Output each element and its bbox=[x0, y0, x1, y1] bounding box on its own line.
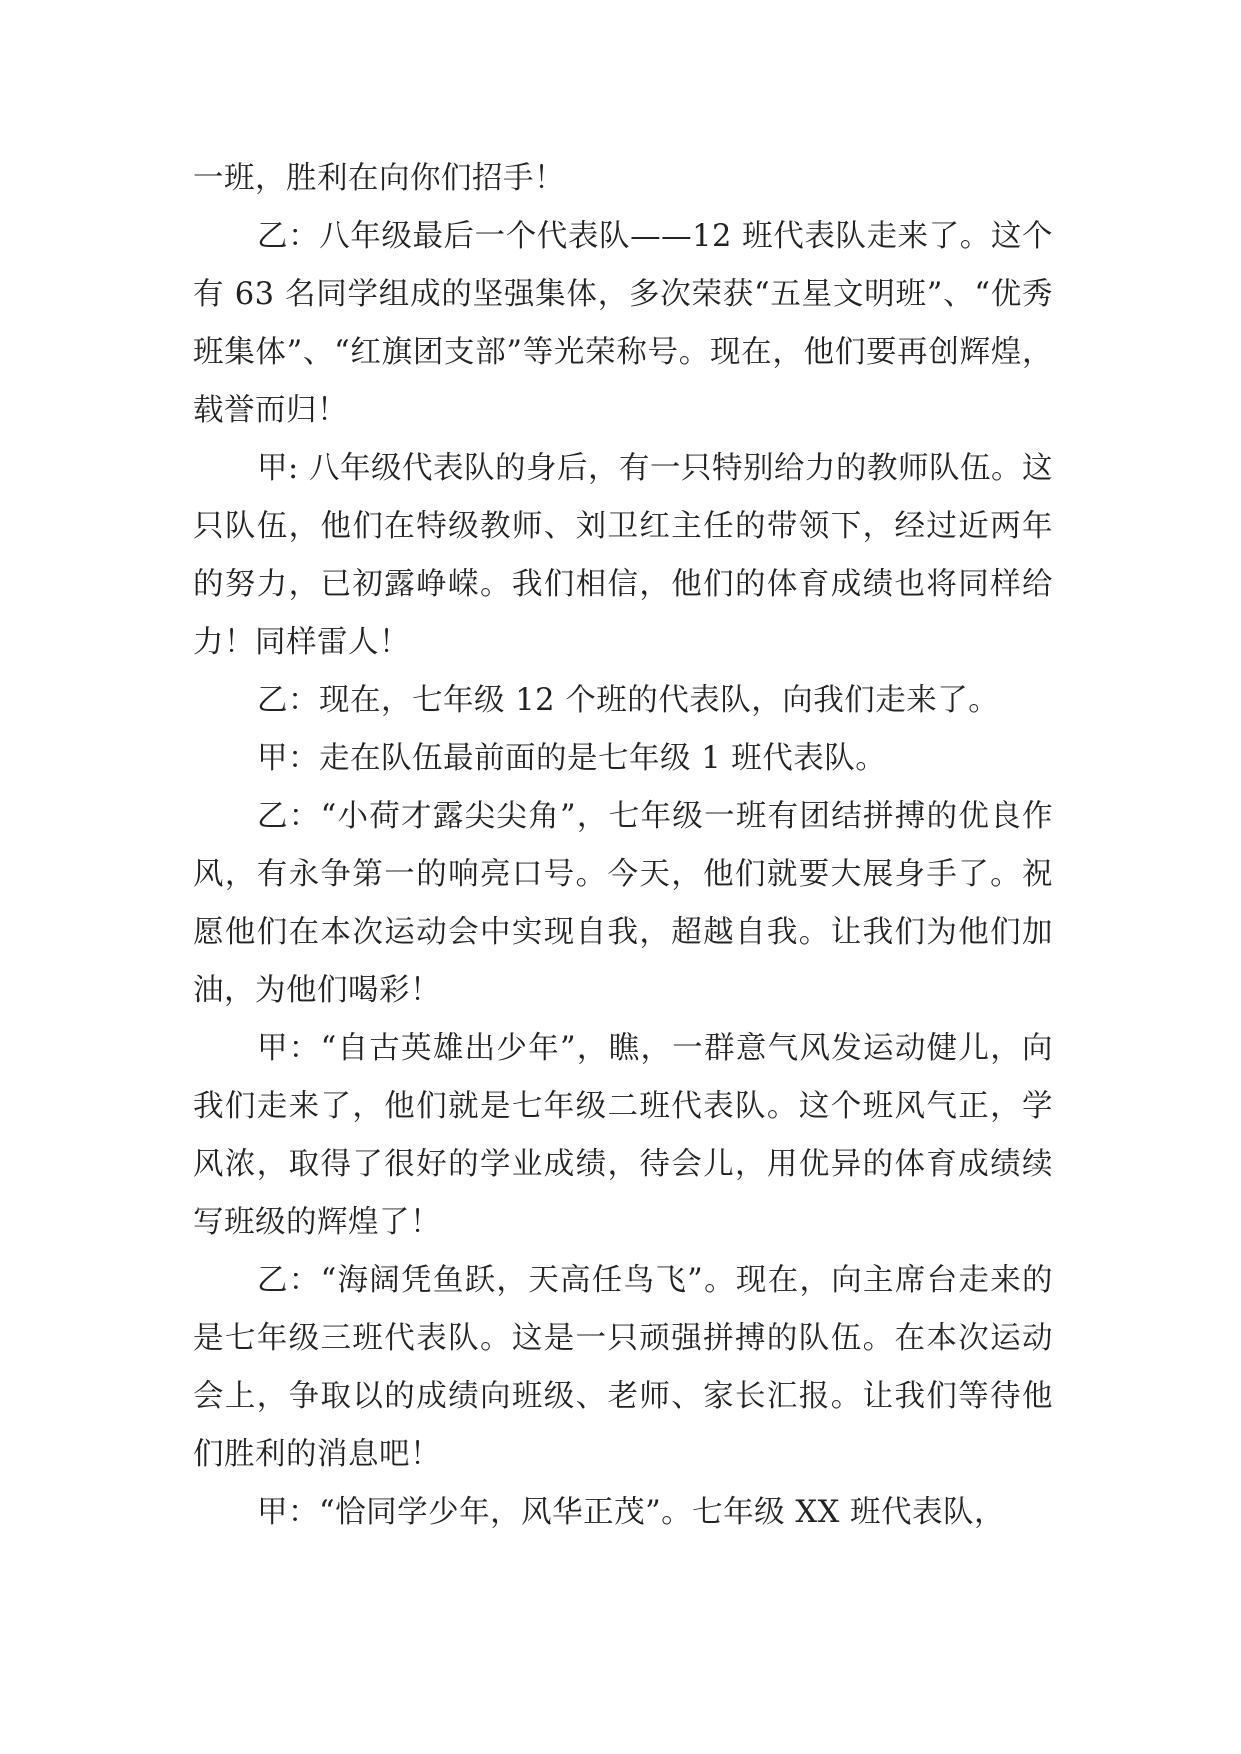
paragraph-6: 乙：“小荷才露尖尖角”，七年级一班有团结拼搏的优良作风，有永争第一的响亮口号。今天，他们就要大展身手了。祝愿他们在本次运动会中实现自我，超越自我。让我们为他们加油，为他们喝彩！ bbox=[193, 799, 1053, 1008]
paragraph-8: 乙：“海阔凭鱼跃，天高任鸟飞”。现在，向主席台走来的是七年级三班代表队。这是一只顽强拼搏的队伍。在本次运动会上，争取以的成绩向班级、老师、家长汇报。让我们等待他们胜利的消息吧！ bbox=[193, 1263, 1053, 1472]
paragraph-1: 一班，胜利在向你们招手！ bbox=[193, 161, 565, 196]
paragraph-3: 甲: 八年级代表队的身后，有一只特别给力的教师队伍。这只队伍，他们在特级教师、刘卫红主任的带领下，经过近两年的努力，已初露峥嵘。我们相信，他们的体育成绩也将同样给力！同样雷人！ bbox=[193, 451, 1053, 660]
paragraph-9: 甲：“恰同学少年，风华正茂”。七年级 XX 班代表队， bbox=[257, 1495, 1006, 1530]
document-body bbox=[193, 150, 1053, 1542]
paragraph-4: 乙：现在，七年级 12 个班的代表队，向我们走来了。 bbox=[257, 683, 1000, 718]
paragraph-5: 甲：走在队伍最前面的是七年级 1 班代表队。 bbox=[257, 741, 887, 776]
paragraph-7: 甲：“自古英雄出少年”，瞧，一群意气风发运动健儿，向我们走来了，他们就是七年级二班代表队。这个班风气正，学风浓，取得了很好的学业成绩，待会儿，用优异的体育成绩续写班级的辉煌了！ bbox=[193, 1031, 1053, 1240]
paragraph-2: 乙：八年级最后一个代表队——12 班代表队走来了。这个有 63 名同学组成的坚强集体，多次荣获“五星文明班”、“优秀班集体”、“红旗团支部”等光荣称号。现在，他们要再创辉煌，载誉而归！ bbox=[193, 219, 1053, 428]
